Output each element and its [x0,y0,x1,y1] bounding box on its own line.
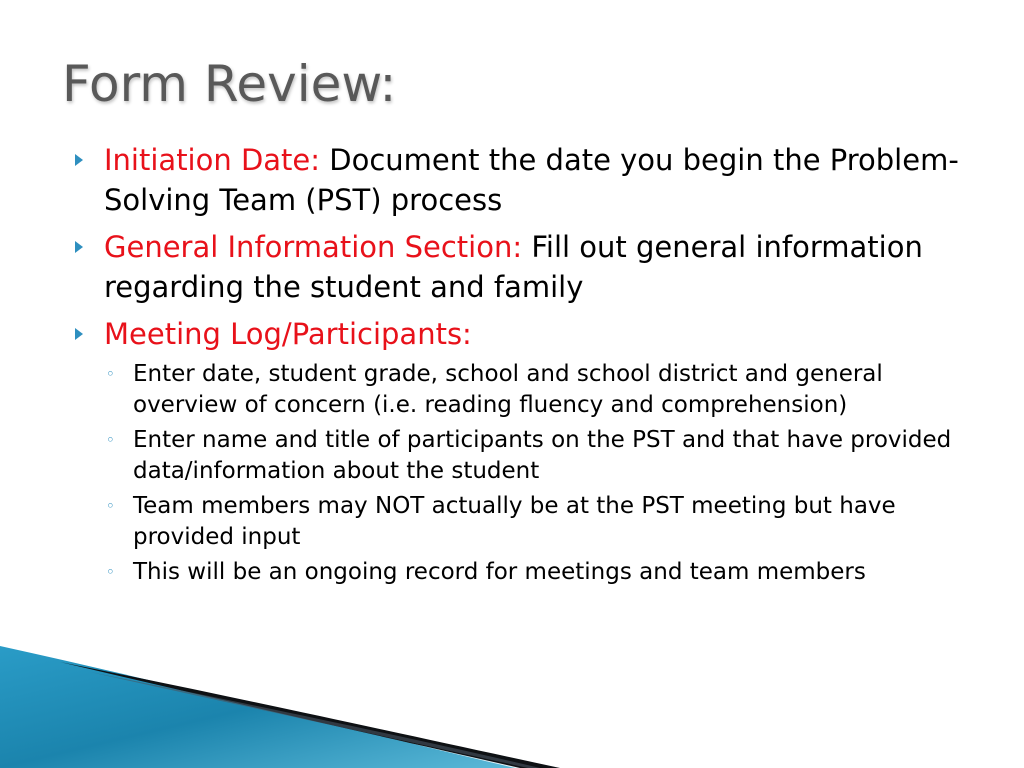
sub-bullet-text: Enter date, student grade, school and school district and general overview of concern (i.e. reading fluency and comprehension) [133,361,883,418]
bullet-label: Meeting Log/Participants: [104,317,472,351]
ring-icon: ◦ [106,497,115,515]
bullet-colon: : [512,230,523,264]
sub-bullet-text: This will be an ongoing record for meetings and team members [133,559,866,585]
bullet-text: Fill out general information regarding the student and family [104,230,923,304]
ring-icon: ◦ [106,365,115,383]
bullet-text: Document the date you begin the Problem-Solving Team (PST) process [104,143,959,217]
sub-bullet-text: Team members may NOT actually be at the PST meeting but have provided input [133,493,896,550]
bullet-label: Initiation Date: [104,143,321,177]
slide-title: Form Review: [62,55,397,113]
ring-icon: ◦ [106,563,115,581]
sub-bullet-text: Enter name and title of participants on the PST and that have provided data/information about the student [133,427,952,484]
bullet-label: General Information Section [104,230,513,264]
ring-icon: ◦ [106,431,115,449]
